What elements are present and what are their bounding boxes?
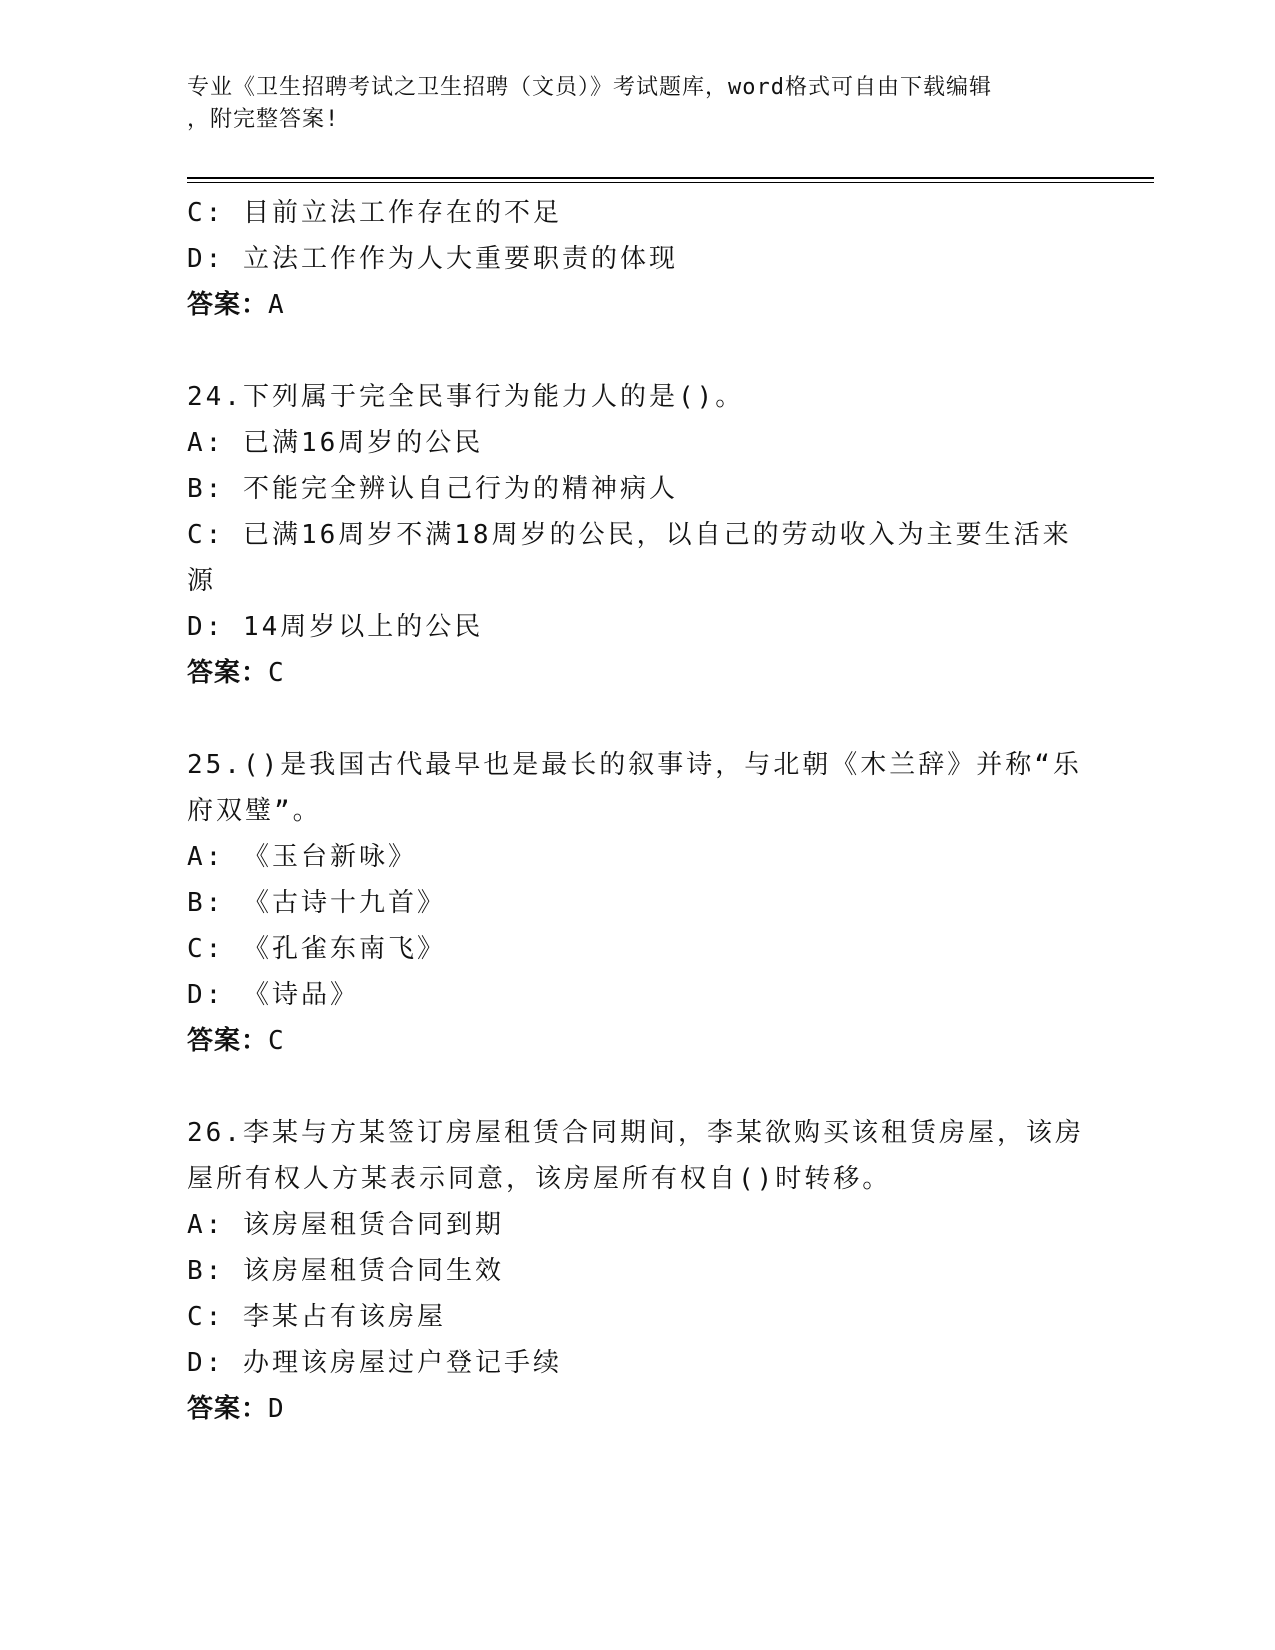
option-d: D: 立法工作作为人大重要职责的体现 [187, 244, 678, 274]
answer-value: A [268, 290, 285, 320]
answer-label: 答案： [187, 1026, 269, 1056]
question-26 [187, 1110, 1087, 1432]
option-b: B: 不能完全辨认自己行为的精神病人 [187, 474, 678, 504]
option-a: A: 《玉台新咏》 [187, 842, 417, 872]
question-stem-continued: 屋所有权人方某表示同意，该房屋所有权自()时转移。 [187, 1164, 892, 1194]
option-c-continued: 源 [187, 566, 217, 596]
question-24 [187, 374, 1087, 696]
spacer [187, 1064, 1087, 1110]
page-header [187, 72, 1087, 136]
option-d: D: 14周岁以上的公民 [187, 612, 484, 642]
option-c: C: 李某占有该房屋 [187, 1302, 446, 1332]
header-divider-thin [187, 182, 1154, 183]
option-c: C: 已满16周岁不满18周岁的公民，以自己的劳动收入为主要生活来 [187, 520, 1072, 550]
header-title-line-1: 专业《卫生招聘考试之卫生招聘（文员）》考试题库，word格式可自由下载编辑 [187, 75, 992, 100]
header-title-line-2: ，附完整答案! [187, 107, 340, 132]
answer-label: 答案： [187, 658, 269, 688]
option-d: D: 《诗品》 [187, 980, 359, 1010]
question-23-continued [187, 190, 1087, 328]
option-b: B: 该房屋租赁合同生效 [187, 1256, 504, 1286]
question-list [187, 190, 1087, 1432]
spacer [187, 696, 1087, 742]
question-stem: 24.下列属于完全民事行为能力人的是()。 [187, 382, 745, 412]
answer [187, 1386, 1087, 1432]
option-b: B: 《古诗十九首》 [187, 888, 446, 918]
answer [187, 282, 1087, 328]
answer [187, 650, 1087, 696]
answer [187, 1018, 1087, 1064]
header-divider-thick [187, 177, 1154, 179]
answer-label: 答案： [187, 1394, 269, 1424]
option-c: C: 《孔雀东南飞》 [187, 934, 446, 964]
option-d: D: 办理该房屋过户登记手续 [187, 1348, 562, 1378]
question-stem: 26.李某与方某签订房屋租赁合同期间，李某欲购买该租赁房屋，该房 [187, 1118, 1084, 1148]
answer-value: D [268, 1394, 285, 1424]
option-c: C: 目前立法工作存在的不足 [187, 198, 562, 228]
question-stem-continued: 府双璧”。 [187, 796, 322, 826]
question-25 [187, 742, 1087, 1064]
spacer [187, 328, 1087, 374]
answer-value: C [268, 658, 285, 688]
option-a: A: 已满16周岁的公民 [187, 428, 484, 458]
question-stem: 25.()是我国古代最早也是最长的叙事诗，与北朝《木兰辞》并称“乐 [187, 750, 1082, 780]
answer-value: C [268, 1026, 285, 1056]
option-a: A: 该房屋租赁合同到期 [187, 1210, 504, 1240]
answer-label: 答案： [187, 290, 269, 320]
